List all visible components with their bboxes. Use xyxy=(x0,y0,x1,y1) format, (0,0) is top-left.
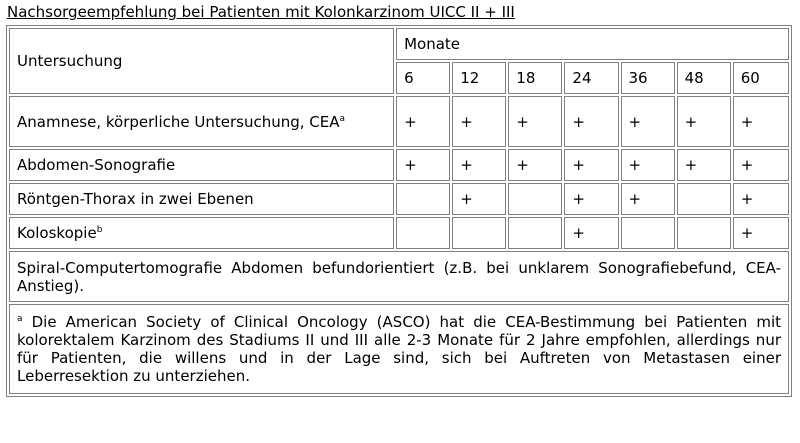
row-label: Koloskopie$^b$ xyxy=(9,217,394,249)
header-untersuchung: Untersuchung xyxy=(9,28,394,94)
row-label: Anamnese, körperliche Untersuchung, CEA$^a$ xyxy=(9,96,394,147)
mark-cell: + xyxy=(452,96,506,147)
mark-cell: + xyxy=(733,149,789,181)
follow-up-table xyxy=(6,25,792,397)
row-label: Abdomen-Sonografie xyxy=(9,149,394,181)
mark-cell: + xyxy=(621,149,675,181)
mark-cell: + xyxy=(396,149,450,181)
mark-cell: + xyxy=(508,96,562,147)
table-row xyxy=(9,149,789,181)
mark-cell xyxy=(677,183,731,215)
header-monate: Monate xyxy=(396,28,789,60)
mark-cell: + xyxy=(508,149,562,181)
mark-cell: + xyxy=(733,96,789,147)
mark-cell xyxy=(677,217,731,249)
mark-cell: + xyxy=(396,96,450,147)
mark-cell: + xyxy=(452,149,506,181)
mark-cell xyxy=(396,183,450,215)
spiral-ct-row xyxy=(9,251,789,302)
table-row xyxy=(9,96,789,147)
mark-cell: + xyxy=(621,183,675,215)
month-header: 24 xyxy=(564,62,618,94)
month-header: 48 xyxy=(677,62,731,94)
mark-cell xyxy=(508,217,562,249)
row-label: Röntgen-Thorax in zwei Ebenen xyxy=(9,183,394,215)
footnote-row xyxy=(9,304,789,394)
mark-cell: + xyxy=(564,149,618,181)
month-header: 6 xyxy=(396,62,450,94)
mark-cell: + xyxy=(677,149,731,181)
month-header: 18 xyxy=(508,62,562,94)
mark-cell: + xyxy=(452,183,506,215)
mark-cell: + xyxy=(564,96,618,147)
table-title: Nachsorgeempfehlung bei Patienten mit Kolonkarzinom UICC II + III xyxy=(7,3,515,21)
mark-cell xyxy=(621,217,675,249)
month-header: 36 xyxy=(621,62,675,94)
mark-cell: + xyxy=(564,183,618,215)
month-header: 60 xyxy=(733,62,789,94)
footnote-a: $^a$ Die American Society of Clinical Oncology (ASCO) hat die CEA-Bestimmung bei Patienten mit kolorektalem Karzinom des Stadiums II und III alle 2-3 Monate für 2 Jahre empfohlen, allerdings nur für Patienten, die willens und in der Lage sind, sich bei Auftreten von Metastasen einer Leberresektion zu unterziehen. xyxy=(9,304,789,394)
mark-cell xyxy=(452,217,506,249)
mark-cell: + xyxy=(677,96,731,147)
mark-cell xyxy=(396,217,450,249)
mark-cell: + xyxy=(733,217,789,249)
table-row xyxy=(9,183,789,215)
mark-cell: + xyxy=(621,96,675,147)
mark-cell: + xyxy=(733,183,789,215)
mark-cell: + xyxy=(564,217,618,249)
mark-cell xyxy=(508,183,562,215)
spiral-ct-note: Spiral-Computertomografie Abdomen befundorientiert (z.B. bei unklarem Sonografiebefund, CEA-Anstieg). xyxy=(9,251,789,302)
month-header: 12 xyxy=(452,62,506,94)
table-row xyxy=(9,217,789,249)
